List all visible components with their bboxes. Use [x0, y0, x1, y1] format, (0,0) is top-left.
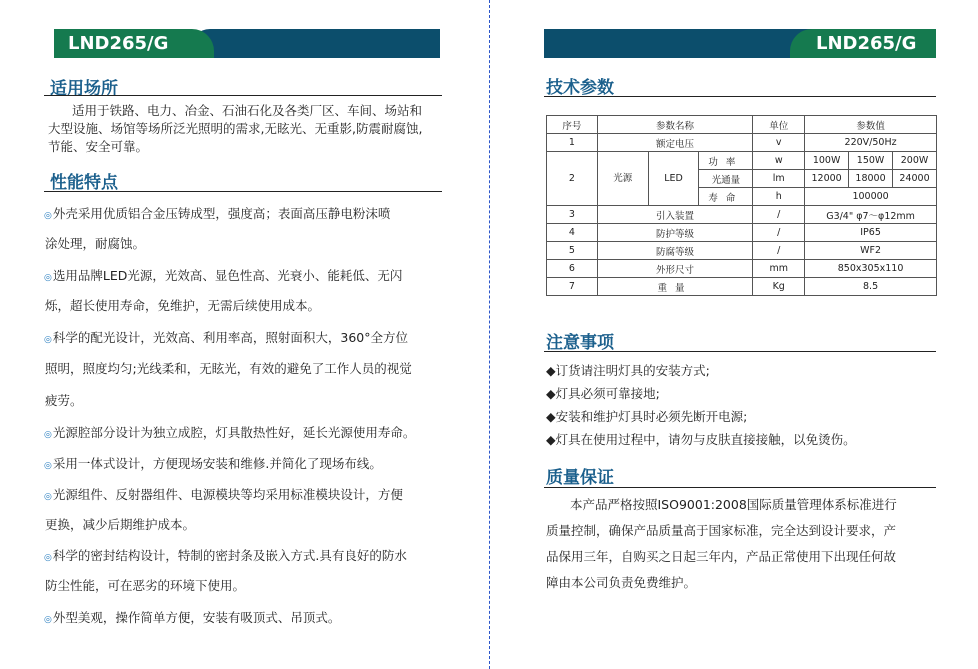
bullet-icon: ◎ [44, 492, 52, 502]
feature-line: 疲劳。 [45, 393, 83, 408]
quality-line: 本产品严格按照ISO9001:2008国际质量管理体系标准进行 [570, 497, 897, 512]
table-row: 7 重量 Kg 8.5 [547, 278, 937, 296]
table-row: 6 外形尺寸 mm 850x305x110 [547, 260, 937, 278]
table-row: 5 防腐等级 / WF2 [547, 242, 937, 260]
bullet-icon: ◎ [44, 553, 52, 563]
feature-line: ◎光源组件、反射器组件、电源模块等均采用标准模块设计，方便 [44, 487, 403, 502]
applications-title: 适用场所 [50, 79, 118, 99]
quality-rule [544, 487, 936, 488]
page-divider [489, 0, 490, 669]
applications-rule [44, 95, 442, 96]
left-banner [40, 29, 440, 58]
note-item: ◆灯具在使用过程中，请勿与皮肤直接接触，以免烫伤。 [546, 432, 856, 447]
feature-line: 更换，减少后期维护成本。 [45, 517, 196, 532]
right-page [544, 0, 940, 669]
table-row: 1 额定电压 v 220V/50Hz [547, 134, 937, 152]
note-item: ◆安装和维护灯具时必须先断开电源; [546, 409, 748, 424]
feature-line: 照明，照度均匀;光线柔和，无眩光，有效的避免了工作人员的视觉 [45, 361, 412, 376]
quality-line: 品保用三年，自购买之日起三年内，产品正常使用下出现任何故 [546, 549, 897, 564]
applications-line: 大型设施、场馆等场所泛光照明的需求,无眩光、无重影,防震耐腐蚀, [48, 121, 423, 136]
feature-line: 涂处理，耐腐蚀。 [45, 236, 146, 251]
feature-line: ◎光源腔部分设计为独立成腔，灯具散热性好，延长光源使用寿命。 [44, 425, 416, 440]
table-row: 2 光源 LED 功率 w 100W 150W 200W [547, 152, 937, 170]
bullet-icon: ◎ [44, 615, 52, 625]
bullet-icon: ◎ [44, 430, 52, 440]
light-source-group: 光源 [597, 152, 648, 206]
tech-title: 技术参数 [546, 78, 614, 98]
features-title: 性能特点 [50, 173, 118, 193]
quality-line: 质量控制，确保产品质量高于国家标准，完全达到设计要求，产 [546, 523, 897, 538]
table-row: 4 防护等级 / IP65 [547, 224, 937, 242]
bullet-icon: ◎ [44, 211, 52, 221]
note-item: ◆订货请注明灯具的安装方式; [546, 363, 710, 378]
left-page [40, 0, 460, 669]
feature-line: ◎科学的配光设计，光效高、利用率高，照射面积大，360°全方位 [44, 330, 408, 345]
quality-line: 障由本公司负责免费维护。 [546, 575, 697, 590]
feature-line: 防尘性能，可在恶劣的环境下使用。 [45, 578, 246, 593]
table-row: 光通量 lm 12000 18000 24000 [547, 170, 937, 188]
bullet-icon: ◎ [44, 273, 52, 283]
note-item: ◆灯具必须可靠接地; [546, 386, 660, 401]
model-label: LND265/G [790, 29, 936, 58]
notes-rule [544, 351, 936, 352]
spec-table [546, 115, 937, 296]
notes-title: 注意事项 [546, 333, 614, 353]
bullet-icon: ◎ [44, 461, 52, 471]
applications-line: 节能、安全可靠。 [48, 139, 149, 154]
tech-rule [544, 96, 936, 97]
applications-line: 适用于铁路、电力、冶金、石油石化及各类厂区、车间、场站和 [72, 103, 423, 118]
feature-line: ◎选用品牌LED光源，光效高、显色性高、光衰小、能耗低、无闪 [44, 268, 403, 283]
applications-text [48, 102, 468, 156]
feature-line: ◎外壳采用优质铝合金压铸成型，强度高；表面高压静电粉沫喷 [44, 206, 391, 221]
quality-title: 质量保证 [546, 468, 614, 488]
feature-line: ◎采用一体式设计，方便现场安装和维修.并简化了现场布线。 [44, 456, 382, 471]
feature-line: ◎科学的密封结构设计，特制的密封条及嵌入方式.具有良好的防水 [44, 548, 407, 563]
bullet-icon: ◎ [44, 335, 52, 345]
table-header-row: 序号 参数名称 单位 参数值 [547, 116, 937, 134]
model-label: LND265/G [54, 29, 214, 58]
quality-text [546, 492, 942, 596]
features-rule [44, 191, 442, 192]
feature-line: 烁，超长使用寿命，免维护，无需后续使用成本。 [45, 298, 321, 313]
feature-line: ◎外型美观，操作简单方便，安装有吸顶式、吊顶式。 [44, 610, 341, 625]
table-row: 3 引入装置 / G3/4" φ7～φ12mm [547, 206, 937, 224]
table-row: 寿命 h 100000 [547, 188, 937, 206]
right-banner [544, 29, 944, 58]
banner-bar [190, 29, 440, 58]
